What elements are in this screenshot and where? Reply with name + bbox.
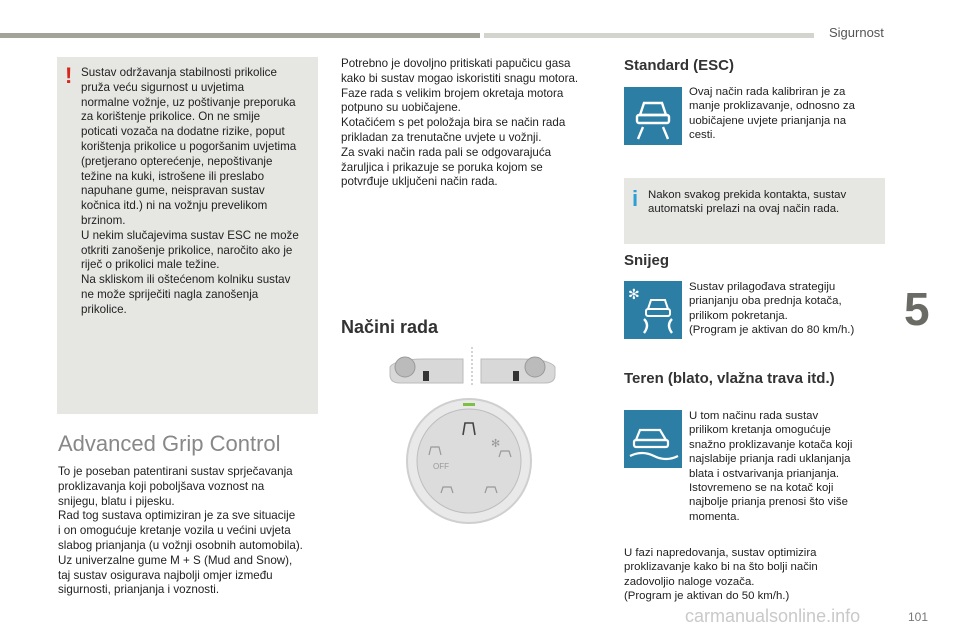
svg-text:OFF: OFF [433, 462, 449, 471]
snow-car-icon [624, 281, 682, 339]
modes-title: Načini rada [341, 317, 439, 337]
info-box [624, 178, 885, 244]
car-traction-icon [624, 87, 682, 145]
watermark: carmanualsonline.info [685, 606, 861, 626]
svg-text:✻: ✻ [628, 287, 640, 303]
page-number: 101 [908, 610, 929, 624]
snow-text: Sustav prilagođava strategiju prianjanju oba prednja kotača, prilikom pokretanja. (Program je aktivan do 80 km/h.) [689, 281, 855, 337]
mud-title: Teren (blato, vlažna trava itd.) [624, 370, 835, 387]
warning-text: Sustav održavanja stabilnosti prikolice pruža veću sigurnost u uvjetima normalne vožnje, uz poštivanje preporuka za korištenje prikolice. On ne smije poticati vozača na dodatne rizike, poput korištenja prikolice u pogoršanim uvjetima (pretjerano opterećenje, nepoštivanje težine na kuki, istrošene ili preslabo napuhane gume, neispravan sustav kočnica itd.) ni na vožnju prevelikom brzinom. U nekim slučajevima sustav ESC ne može otkriti zanošenje prikolice, naročito ako je riječ o prikolici male težine. Na skliskom ili oštećenom kolniku sustav ne može spriječiti nagla zanošenja prikolice. [81, 66, 299, 316]
warning-box [57, 57, 318, 414]
agc-title: Advanced Grip Control [58, 431, 281, 456]
mode-selector-knob[interactable] [405, 397, 533, 525]
section-title: Sigurnost [829, 25, 884, 40]
standard-text: Ovaj način rada kalibriran je za manje proklizavanje, odnosno za uobičajene uvjete prianjanja na cesti. [689, 86, 855, 142]
mud-text: U tom načinu rada sustav prilikom kretanja omogućuje snažno proklizavanje kotača koji najslabije prianja radi uklanjanja blata i ostvarivanja prianjanja. Istovremeno se na kotač koji najbolje prianja prenosi što više momenta. [689, 410, 853, 523]
mud-car-icon [624, 410, 682, 468]
snow-title: Snijeg [624, 252, 670, 269]
steering-wheel-icon-left [390, 357, 463, 383]
header-bar-right [484, 33, 814, 38]
info-icon: i [632, 186, 639, 211]
info-text: Nakon svakog prekida kontakta, sustav automatski prelazi na ovaj način rada. [648, 189, 847, 216]
standard-title: Standard (ESC) [624, 57, 735, 74]
middle-text: Potrebno je dovoljno pritiskati papučicu gasa kako bi sustav mogao iskoristiti snagu motora. Faze rada s velikim brojem okretaja motora potpuno su uobičajene. Kotačićem s pet položaja bira se način rada prikladan za trenutačne uvjete u vožnji. Za svaki način rada pali se odgovarajuća žaruljica i prikazuje se poruka kojom se potvrđuje uključeni način rada. [341, 57, 579, 189]
agc-text: To je poseban patentirani sustav sprječavanja proklizavanja koji poboljšava voznost na snijegu, blatu i pijesku. Rad tog sustava optimiziran je za sve situacije i on omogućuje kretanje vozila u većini uvjeta slabog prianjanja (u vožnji osobnih automobila). Uz univerzalne gume M + S (Mud and Snow), taj sustav osigurava najbolji omjer između sigurnosti, prianjanja i voznosti. [58, 465, 303, 597]
svg-text:✻: ✻ [491, 437, 501, 450]
final-text: U fazi napredovanja, sustav optimizira proklizavanje kako bi na što bolji način zadovoljio naloge vozača. (Program je aktivan do 50 km/h.) [624, 547, 818, 603]
chapter-number: 5 [904, 283, 930, 335]
header-bar-left [0, 33, 480, 38]
exclamation-icon: ! [65, 63, 73, 88]
steering-wheel-icon-right [481, 357, 555, 383]
